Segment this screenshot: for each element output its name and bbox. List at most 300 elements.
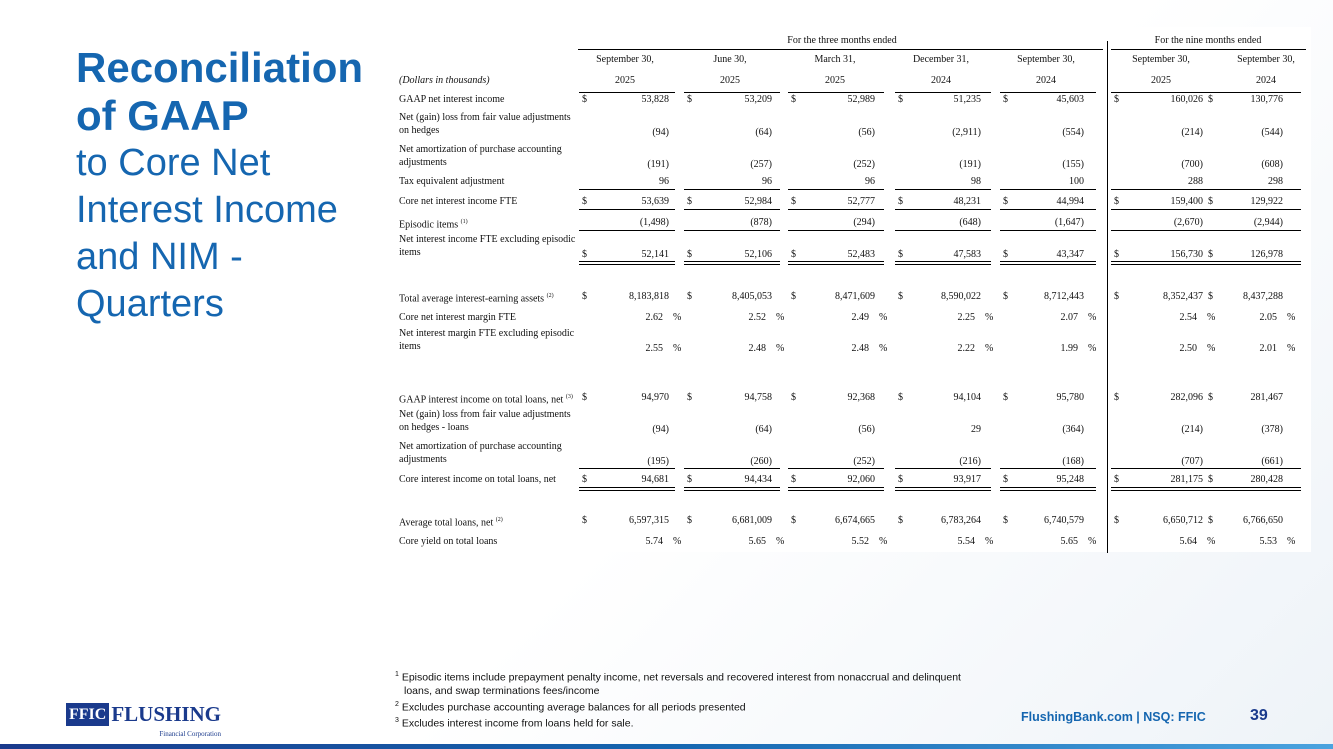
table-cell: 45,603: [1056, 94, 1084, 105]
dollar-sign: $: [898, 94, 903, 105]
table-cell: 53,639: [641, 196, 669, 207]
table-cell: 2.52: [748, 312, 766, 323]
dollar-sign: $: [1208, 392, 1213, 403]
dollar-sign: $: [1208, 196, 1213, 207]
total-double-underline: [684, 487, 780, 491]
row-label-line1: Core yield on total loans: [399, 536, 498, 547]
column-header: [1111, 49, 1211, 91]
logo-box: FFIC: [66, 703, 109, 726]
row-label-line1: Core net interest income FTE: [399, 196, 518, 207]
column-header-year: 2024: [1256, 75, 1276, 86]
row-label: [399, 93, 589, 106]
table-cell: (214): [1181, 127, 1203, 138]
table-cell: 298: [1268, 176, 1283, 187]
subtotal-underline: [895, 230, 991, 231]
percent-sign: %: [985, 312, 994, 323]
table-cell: 100: [1069, 176, 1084, 187]
table-cell: 160,026: [1170, 94, 1203, 105]
table-cell: 2.01: [1259, 343, 1277, 354]
table-cell: 47,583: [953, 249, 981, 260]
title-line-6: Quarters: [76, 283, 224, 325]
table-cell: 159,400: [1170, 196, 1203, 207]
title-line-5: and NIM -: [76, 236, 243, 278]
column-header-month: September 30,: [1237, 54, 1295, 65]
table-cell: 2.55: [645, 343, 663, 354]
row-label-line2: items: [399, 247, 421, 258]
row-label-line1: Average total loans, net: [399, 517, 494, 529]
table-cell: (294): [853, 217, 875, 228]
table-cell: 6,597,315: [629, 515, 669, 526]
table-cell: 48,231: [953, 196, 981, 207]
dollar-sign: $: [791, 94, 796, 105]
column-header: [1216, 49, 1316, 91]
dollar-sign: $: [791, 392, 796, 403]
table-row: [393, 216, 1311, 232]
table-cell: 2.48: [851, 343, 869, 354]
dollar-sign: $: [898, 392, 903, 403]
dollar-sign: $: [898, 515, 903, 526]
row-label-line1: Total average interest-earning assets: [399, 293, 545, 305]
table-cell: 2.50: [1179, 343, 1197, 354]
table-cell: 53,209: [744, 94, 772, 105]
table-cell: 288: [1188, 176, 1203, 187]
total-double-underline: [895, 261, 991, 265]
footer-site: FlushingBank.com | NSQ: FFIC: [1021, 710, 1206, 724]
subtotal-underline: [684, 468, 780, 469]
subtotal-underline: [895, 468, 991, 469]
table-cell: 95,780: [1056, 392, 1084, 403]
percent-sign: %: [1287, 343, 1296, 354]
row-label: [399, 408, 589, 434]
table-cell: (257): [750, 159, 772, 170]
dollar-sign: $: [687, 249, 692, 260]
table-cell: 6,650,712: [1163, 515, 1203, 526]
table-cell: (191): [647, 159, 669, 170]
column-header: [996, 49, 1096, 91]
table-cell: (648): [959, 217, 981, 228]
column-header-year: 2024: [1036, 75, 1056, 86]
subtotal-underline: [684, 189, 780, 190]
column-header-year: 2025: [1151, 75, 1171, 86]
row-label-line1: Net (gain) loss from fair value adjustments: [399, 112, 571, 123]
group-header-nine-months: For the nine months ended: [1154, 35, 1262, 46]
table-cell: 96: [865, 176, 875, 187]
subtotal-underline: [684, 209, 780, 210]
dollar-sign: $: [1003, 474, 1008, 485]
table-cell: 8,437,288: [1243, 291, 1283, 302]
subtotal-underline: [1205, 189, 1301, 190]
table-cell: 126,978: [1250, 249, 1283, 260]
table-cell: 5.54: [957, 536, 975, 547]
table-cell: (378): [1261, 424, 1283, 435]
total-double-underline: [788, 487, 884, 491]
dollar-sign: $: [1003, 196, 1008, 207]
table-cell: (56): [858, 127, 875, 138]
percent-sign: %: [673, 312, 682, 323]
table-cell: 5.74: [645, 536, 663, 547]
dollar-sign: $: [582, 474, 587, 485]
dollar-sign: $: [1114, 474, 1119, 485]
table-cell: 43,347: [1056, 249, 1084, 260]
subtotal-underline: [1000, 468, 1096, 469]
table-cell: 280,428: [1250, 474, 1283, 485]
table-row: [393, 327, 1311, 357]
table-cell: 94,681: [641, 474, 669, 485]
table-cell: (216): [959, 456, 981, 467]
table-cell: (252): [853, 456, 875, 467]
table-cell: 156,730: [1170, 249, 1203, 260]
column-header-month: December 31,: [912, 54, 970, 65]
dollar-sign: $: [582, 249, 587, 260]
table-cell: 92,368: [847, 392, 875, 403]
table-cell: (94): [652, 424, 669, 435]
table-cell: (608): [1261, 159, 1283, 170]
dollar-sign: $: [1003, 515, 1008, 526]
table-cell: (661): [1261, 456, 1283, 467]
dollar-sign: $: [1114, 94, 1119, 105]
dollar-sign: $: [582, 291, 587, 302]
table-row: [393, 233, 1311, 263]
logo-name: FLUSHING Financial Corporation: [111, 703, 221, 725]
table-cell: (878): [750, 217, 772, 228]
row-label-line1: GAAP interest income on total loans, net: [399, 394, 564, 406]
table-cell: 44,994: [1056, 196, 1084, 207]
table-row: [393, 473, 1311, 489]
table-cell: 96: [659, 176, 669, 187]
table-cell: 92,060: [847, 474, 875, 485]
percent-sign: %: [985, 536, 994, 547]
subtotal-underline: [1000, 189, 1096, 190]
company-logo: [66, 702, 222, 738]
row-label-line1: Episodic items: [399, 219, 459, 231]
title-line-1: Reconciliation: [76, 44, 364, 91]
subtotal-underline: [1205, 209, 1301, 210]
table-cell: 94,434: [744, 474, 772, 485]
dollar-sign: $: [582, 94, 587, 105]
title-line-2: of GAAP: [76, 92, 249, 139]
table-cell: (252): [853, 159, 875, 170]
row-label: [399, 216, 589, 231]
percent-sign: %: [1207, 536, 1216, 547]
row-label: [399, 311, 589, 324]
dollar-sign: $: [1114, 196, 1119, 207]
row-label: [399, 195, 589, 208]
title-line-4: Interest Income: [76, 189, 338, 231]
total-double-underline: [1000, 487, 1096, 491]
table-row: [393, 408, 1311, 438]
column-header: [785, 49, 885, 91]
table-cell: 53,828: [641, 94, 669, 105]
percent-sign: %: [1088, 312, 1097, 323]
dollar-sign: $: [898, 291, 903, 302]
table-cell: 2.49: [851, 312, 869, 323]
subtotal-underline: [895, 189, 991, 190]
table-row: [393, 311, 1311, 327]
table-cell: (700): [1181, 159, 1203, 170]
dollar-sign: $: [791, 515, 796, 526]
dollar-sign: $: [1114, 515, 1119, 526]
table-row: [393, 93, 1311, 109]
row-label-footnote-ref: (1): [460, 219, 468, 225]
table-cell: 5.65: [1060, 536, 1078, 547]
table-cell: 52,777: [847, 196, 875, 207]
table-cell: (64): [755, 127, 772, 138]
percent-sign: %: [776, 312, 785, 323]
dollar-sign: $: [1114, 249, 1119, 260]
footnote-2: $^2$ Excludes purchase accounting average balances for all periods presented: [395, 700, 746, 713]
column-header-month: September 30,: [596, 54, 654, 65]
total-double-underline: [1205, 261, 1301, 265]
row-label-footnote-ref: (2): [546, 293, 554, 299]
row-label-footnote-ref: (3): [565, 394, 573, 400]
subtotal-underline: [788, 209, 884, 210]
subtotal-underline: [579, 468, 675, 469]
table-cell: 2.62: [645, 312, 663, 323]
row-label: [399, 514, 589, 529]
table-cell: 281,467: [1250, 392, 1283, 403]
percent-sign: %: [776, 343, 785, 354]
table-cell: (260): [750, 456, 772, 467]
dollar-sign: $: [687, 291, 692, 302]
percent-sign: %: [673, 343, 682, 354]
dollar-sign: $: [582, 196, 587, 207]
table-cell: 6,783,264: [941, 515, 981, 526]
subtotal-underline: [788, 230, 884, 231]
reconciliation-table: [393, 27, 1311, 552]
row-label-line2: adjustments: [399, 157, 447, 168]
dollar-sign: $: [1208, 291, 1213, 302]
table-cell: 94,104: [953, 392, 981, 403]
table-cell: 8,183,818: [629, 291, 669, 302]
table-cell: 6,674,665: [835, 515, 875, 526]
slide-title: [76, 44, 386, 328]
row-label-line2: adjustments: [399, 454, 447, 465]
table-cell: 2.22: [957, 343, 975, 354]
dollar-sign: $: [687, 515, 692, 526]
row-label-line1: Net interest income FTE excluding episodic: [399, 234, 576, 245]
row-label: [399, 535, 589, 548]
table-cell: (2,944): [1253, 217, 1283, 228]
table-row: [393, 143, 1311, 173]
footnote-1: $^1$ Episodic items include prepayment penalty income, net reversals and recovered interest from nonaccrual and delinquent: [395, 671, 961, 684]
table-cell: (191): [959, 159, 981, 170]
percent-sign: %: [776, 536, 785, 547]
subtotal-underline: [684, 230, 780, 231]
table-cell: 6,681,009: [732, 515, 772, 526]
total-double-underline: [895, 487, 991, 491]
table-cell: 5.53: [1259, 536, 1277, 547]
total-double-underline: [1111, 487, 1207, 491]
row-label-line1: Core net interest margin FTE: [399, 312, 517, 323]
footnote-3: $^3$ Excludes interest income from loans held for sale.: [395, 717, 634, 730]
table-cell: (64): [755, 424, 772, 435]
row-label: [399, 391, 589, 406]
table-cell: 29: [971, 424, 981, 435]
percent-sign: %: [673, 536, 682, 547]
dollar-sign: $: [687, 196, 692, 207]
table-cell: (155): [1062, 159, 1084, 170]
table-cell: 8,352,437: [1163, 291, 1203, 302]
row-label-line1: GAAP net interest income: [399, 94, 505, 105]
dollar-sign: $: [791, 249, 796, 260]
dollar-sign: $: [687, 474, 692, 485]
table-cell: 93,917: [953, 474, 981, 485]
table-cell: (168): [1062, 456, 1084, 467]
table-cell: 2.25: [957, 312, 975, 323]
dollar-sign: $: [1003, 94, 1008, 105]
dollar-sign: $: [1208, 94, 1213, 105]
table-cell: 2.48: [748, 343, 766, 354]
row-label-line1: Tax equivalent adjustment: [399, 176, 505, 187]
dollar-sign: $: [791, 291, 796, 302]
total-double-underline: [579, 261, 675, 265]
dollar-sign: $: [898, 196, 903, 207]
table-cell: (214): [1181, 424, 1203, 435]
table-row: [393, 195, 1311, 211]
table-cell: 6,766,650: [1243, 515, 1283, 526]
column-header-year: 2025: [720, 75, 740, 86]
percent-sign: %: [1287, 536, 1296, 547]
percent-sign: %: [879, 312, 888, 323]
percent-sign: %: [1207, 312, 1216, 323]
column-header-month: March 31,: [814, 54, 856, 65]
table-row: [393, 290, 1311, 306]
table-cell: 52,106: [744, 249, 772, 260]
row-label: [399, 143, 589, 169]
table-cell: 5.52: [851, 536, 869, 547]
table-row: [393, 440, 1311, 470]
dollar-sign: $: [687, 392, 692, 403]
column-header-month: September 30,: [1132, 54, 1190, 65]
table-cell: 8,590,022: [941, 291, 981, 302]
table-row: [393, 175, 1311, 191]
dollar-sign: $: [791, 196, 796, 207]
table-row: [393, 111, 1311, 141]
table-cell: 282,096: [1170, 392, 1203, 403]
table-cell: (94): [652, 127, 669, 138]
row-label: [399, 233, 589, 259]
column-header-month: September 30,: [1017, 54, 1075, 65]
dollar-sign: $: [1208, 515, 1213, 526]
percent-sign: %: [1207, 343, 1216, 354]
dollar-sign: $: [791, 474, 796, 485]
table-cell: 8,405,053: [732, 291, 772, 302]
table-cell: (195): [647, 456, 669, 467]
table-cell: (2,911): [952, 127, 981, 138]
subtotal-underline: [1000, 230, 1096, 231]
percent-sign: %: [1088, 536, 1097, 547]
table-cell: 130,776: [1250, 94, 1283, 105]
table-row: [393, 535, 1311, 551]
table-cell: 98: [971, 176, 981, 187]
footnotes: [395, 668, 1035, 731]
group-header-three-months: For the three months ended: [787, 35, 897, 46]
subtotal-underline: [1111, 209, 1207, 210]
column-header-year: 2024: [931, 75, 951, 86]
subtotal-underline: [1205, 230, 1301, 231]
table-cell: 52,483: [847, 249, 875, 260]
table-cell: (544): [1261, 127, 1283, 138]
table-cell: 52,989: [847, 94, 875, 105]
subtotal-underline: [579, 209, 675, 210]
table-cell: (56): [858, 424, 875, 435]
table-cell: 6,740,579: [1044, 515, 1084, 526]
subtotal-underline: [1111, 468, 1207, 469]
total-double-underline: [1000, 261, 1096, 265]
row-label-line1: Net interest margin FTE excluding episodic: [399, 328, 575, 339]
table-cell: (554): [1062, 127, 1084, 138]
row-label: [399, 473, 589, 486]
table-cell: 281,175: [1170, 474, 1203, 485]
table-cell: 2.07: [1060, 312, 1078, 323]
table-cell: 52,141: [641, 249, 669, 260]
column-header: [575, 49, 675, 91]
table-cell: 5.64: [1179, 536, 1197, 547]
dollar-sign: $: [898, 474, 903, 485]
row-label-line1: Net amortization of purchase accounting: [399, 144, 562, 155]
dollar-sign: $: [1003, 249, 1008, 260]
dollar-sign: $: [1114, 291, 1119, 302]
row-label: [399, 327, 589, 353]
subtotal-underline: [1111, 230, 1207, 231]
percent-sign: %: [1088, 343, 1097, 354]
row-label-line2: items: [399, 341, 421, 352]
row-label-footnote-ref: (2): [495, 517, 503, 523]
subtotal-underline: [895, 209, 991, 210]
column-header-month: June 30,: [713, 54, 747, 65]
row-label-line2: on hedges: [399, 125, 440, 136]
dollar-sign: $: [687, 94, 692, 105]
row-label-line1: Core interest income on total loans, net: [399, 474, 556, 485]
table-cell: (707): [1181, 456, 1203, 467]
percent-sign: %: [879, 536, 888, 547]
title-line-3: to Core Net: [76, 142, 271, 184]
dollar-sign: $: [1114, 392, 1119, 403]
table-cell: (1,498): [639, 217, 669, 228]
row-label-line1: Net amortization of purchase accounting: [399, 441, 562, 452]
column-header: [680, 49, 780, 91]
table-cell: (2,670): [1173, 217, 1203, 228]
table-cell: (1,647): [1054, 217, 1084, 228]
dollar-sign: $: [1208, 474, 1213, 485]
table-row: [393, 514, 1311, 530]
total-double-underline: [579, 487, 675, 491]
subtotal-underline: [1000, 209, 1096, 210]
table-cell: 1.99: [1060, 343, 1078, 354]
table-cell: (364): [1062, 424, 1084, 435]
row-label: [399, 175, 589, 188]
table-cell: 2.05: [1259, 312, 1277, 323]
percent-sign: %: [1287, 312, 1296, 323]
table-cell: 2.54: [1179, 312, 1197, 323]
column-header-year: 2025: [615, 75, 635, 86]
logo-subtitle: Financial Corporation: [159, 730, 222, 738]
dollar-sign: $: [582, 515, 587, 526]
percent-sign: %: [879, 343, 888, 354]
table-row: [393, 391, 1311, 407]
dollar-sign: $: [1003, 392, 1008, 403]
subtotal-underline: [788, 189, 884, 190]
dollar-sign: $: [898, 249, 903, 260]
column-header: [891, 49, 991, 91]
row-label-line2: on hedges - loans: [399, 422, 469, 433]
dollar-sign: $: [1208, 249, 1213, 260]
table-cell: 52,984: [744, 196, 772, 207]
dollar-sign: $: [582, 392, 587, 403]
bottom-bar: [0, 744, 1333, 749]
table-cell: 51,235: [953, 94, 981, 105]
row-label-line1: Net (gain) loss from fair value adjustments: [399, 409, 571, 420]
